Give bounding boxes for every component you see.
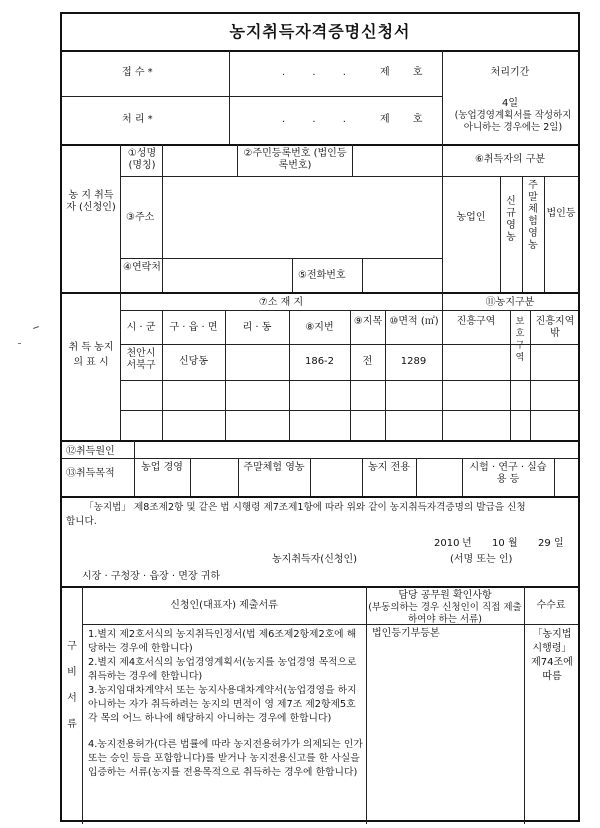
date-day[interactable]: 29 <box>538 538 551 549</box>
divider <box>134 458 135 496</box>
date-year-unit: 년 <box>462 538 472 549</box>
acquirer-type-corporation: 법인등 <box>546 208 576 219</box>
acquirer-type-new: 신규영농 <box>506 196 516 243</box>
col-header-area: ⑩면적 (㎡) <box>389 316 439 327</box>
date-month-unit: 월 <box>508 538 518 549</box>
divider <box>62 50 578 52</box>
divider <box>530 310 531 440</box>
divider <box>237 144 238 176</box>
date-year[interactable]: 2010 <box>434 538 460 549</box>
divider <box>292 258 293 292</box>
list-item: 2.별지 제4호서식의 농업경영계획서(농지를 농업경영 목적으로 취득하는 경우에 한합니다) <box>88 657 357 682</box>
applicant-docs-header: 신청인(대표자) 제출서류 <box>170 600 278 611</box>
cell-si-gun: 천안시 서북구 <box>126 348 156 371</box>
location-label: ⑦소 재 지 <box>258 297 304 308</box>
process-label: 처 리 * <box>122 114 153 125</box>
divider <box>522 176 523 292</box>
purpose-weekend: 주말체험 영농 <box>243 462 305 473</box>
purpose-conversion: 농지 전용 <box>368 462 410 473</box>
acquirer-type-weekend: 주말체험영농 <box>528 180 538 251</box>
divider <box>62 96 442 97</box>
receipt-number-label: 제 호 <box>380 67 433 78</box>
divider <box>362 458 363 496</box>
applicant-label: 농지취득자(신청인) <box>272 554 358 565</box>
official-check-value: 법인등기부등본 <box>372 628 440 639</box>
acquirer-section-label: 농 지 취득자 (신청인) <box>66 190 116 213</box>
divider <box>134 440 135 458</box>
divider <box>62 144 578 146</box>
date-day-unit: 일 <box>554 538 564 549</box>
divider <box>82 586 83 824</box>
list-item: 4.농지전용허가(다른 법률에 따라 농지전용허가가 의제되는 인가 또는 승인 등을 포함합니다)를 받거나 농지전용신고를 한 사실을 입증하는 서류(농지를 전용목적으로 취득하는 경우에 한합니다) <box>88 739 363 778</box>
cell-jibun: 186-2 <box>304 356 335 367</box>
divider <box>62 292 578 294</box>
divider <box>442 292 443 440</box>
divider <box>62 586 578 588</box>
divider <box>510 310 511 440</box>
contact-label: ④연락처 <box>123 262 161 273</box>
divider <box>544 176 545 292</box>
process-date: . . . <box>282 114 358 125</box>
divider <box>120 176 578 177</box>
col-header-eup-myeon: 구 · 읍 · 면 <box>169 322 218 333</box>
divider <box>238 458 239 496</box>
col-header-promotion-zone: 진흥구역 <box>456 316 496 327</box>
divider <box>120 292 121 440</box>
acquirer-type-label: ⑥취득자의 구분 <box>474 154 546 165</box>
documents-section-label: 구 비 서 류 <box>67 641 77 730</box>
addressee: 시장 · 구청장 · 읍장 · 면장 귀하 <box>82 571 221 582</box>
list-item: 1.별지 제2호서식의 농지취득인정서(법 제6조제2항제2호에 해당하는 경우에 한합니다) <box>88 629 357 654</box>
divider <box>120 144 121 292</box>
col-header-jimok: ⑨지목 <box>353 316 383 327</box>
address-label: ③주소 <box>126 212 155 223</box>
pen-mark <box>33 326 39 329</box>
reason-label: ⑫취득원인 <box>66 446 115 457</box>
divider <box>416 458 417 496</box>
divider <box>310 458 311 496</box>
phone-label: ⑤전화번호 <box>298 270 346 281</box>
divider <box>554 458 555 496</box>
cell-area: 1289 <box>400 356 427 367</box>
cell-eup-myeon: 신당동 <box>179 356 208 367</box>
processing-period-label: 처리기간 <box>490 67 530 78</box>
col-header-protection-zone: 보호구역 <box>515 317 525 363</box>
name-label: ①성명 (명칭) <box>127 148 157 171</box>
col-header-jibun: ⑧지번 <box>305 322 334 333</box>
signature-label[interactable]: (서명 또는 인) <box>450 554 513 565</box>
form-title: 농지취득자격증명신청서 <box>229 22 411 41</box>
divider <box>524 586 525 824</box>
divider <box>500 176 501 292</box>
processing-period-note: (농업경영계획서를 작성하지 아니하는 경우에는 2일) <box>454 110 572 133</box>
application-form <box>60 12 580 822</box>
divider <box>62 440 578 442</box>
divider <box>442 50 443 144</box>
divider <box>366 586 367 824</box>
fee-value: 「농지법 시행령」 제74조에 따름 <box>531 629 573 682</box>
official-check-subheader: (부동의하는 경우 신청인이 직접 제출하여야 하는 서류) <box>368 602 522 625</box>
cell-jimok: 전 <box>362 356 373 367</box>
purpose-label: ⑬취득목적 <box>66 468 115 479</box>
land-section-label: 취 득 농지의 표 시 <box>68 342 114 368</box>
list-item: 3.농지임대차계약서 또는 농지사용대차계약서(농업경영을 하지 아니하는 자가 취득하려는 농지의 면적이 영 제7조 제2항제5호 각 목의 어느 하나에 해당하지 아니하는 경우에 한합니다) <box>88 685 357 724</box>
divider <box>120 344 578 345</box>
pen-mark <box>18 343 21 344</box>
divider <box>62 458 578 459</box>
divider <box>352 144 353 176</box>
purpose-farming: 농업 경영 <box>141 462 183 473</box>
declaration-line2: 합니다. <box>66 516 97 527</box>
land-type-label: ⑪농지구분 <box>485 297 535 308</box>
col-header-si-gun: 시 · 군 <box>126 322 156 333</box>
divider <box>350 310 351 440</box>
divider <box>62 496 578 498</box>
divider <box>120 380 578 381</box>
processing-period-value: 4일 <box>501 98 519 109</box>
divider <box>462 458 463 496</box>
process-number-label: 제 호 <box>380 114 433 125</box>
divider <box>120 410 578 411</box>
acquirer-type-farmer: 농업인 <box>456 212 486 223</box>
divider <box>162 144 163 292</box>
divider <box>190 458 191 496</box>
divider <box>362 258 363 292</box>
reg-number-label: ②주민등록번호 (법인등록번호) <box>243 148 347 171</box>
purpose-research: 시험 · 연구 · 실습용 등 <box>469 462 547 485</box>
official-check-header: 담당 공무원 확인사항 <box>398 590 492 601</box>
fee-header: 수수료 <box>536 600 566 611</box>
date-month[interactable]: 10 <box>492 538 505 549</box>
col-header-outside-zone: 진흥지역 밖 <box>535 316 575 339</box>
receipt-label: 접 수 * <box>122 67 153 78</box>
declaration-line1: 「농지법」 제8조제2항 및 같은 법 시행령 제7조제1항에 따라 위와 같이 농지취득자격증명의 발급을 신청 <box>84 502 526 513</box>
divider <box>385 310 386 440</box>
divider <box>120 258 442 259</box>
divider <box>229 50 230 144</box>
col-header-ri-dong: 리 · 동 <box>242 322 272 333</box>
receipt-date: . . . <box>282 67 358 78</box>
